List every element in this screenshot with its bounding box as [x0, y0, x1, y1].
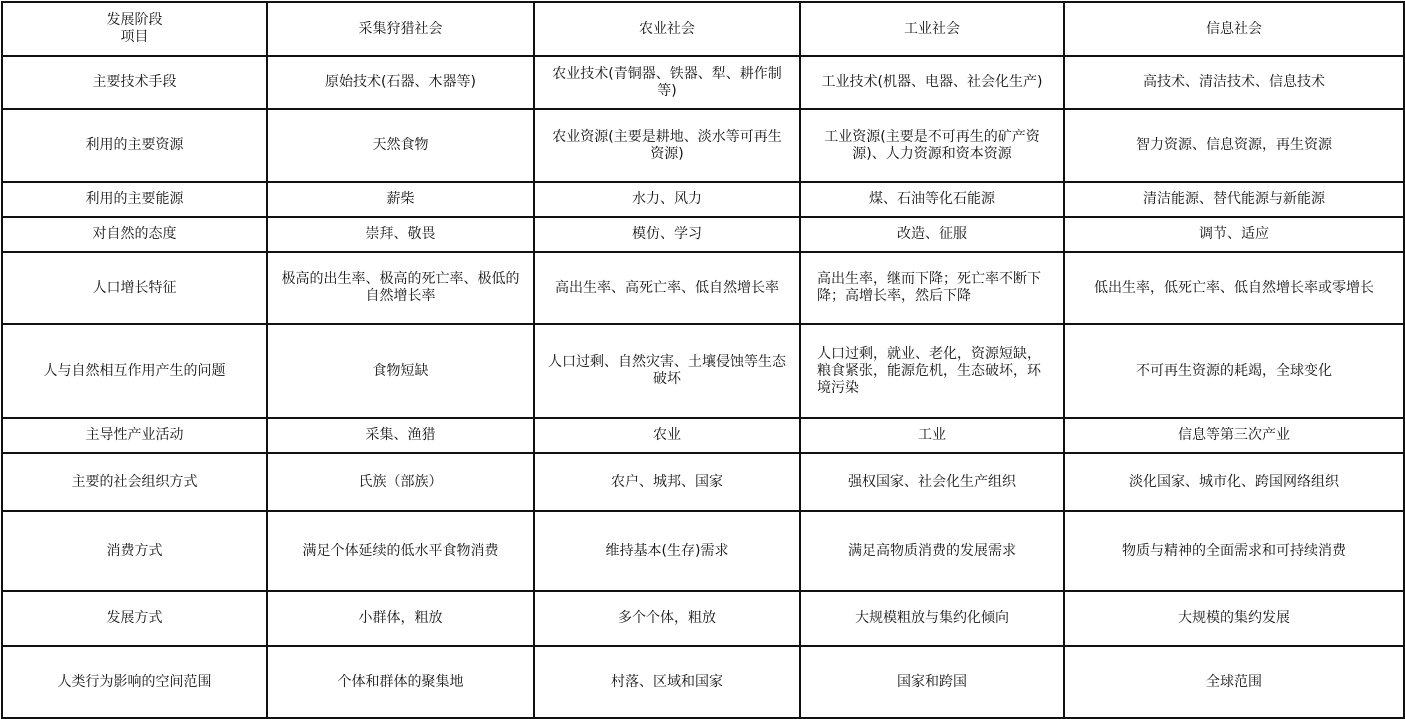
row-item-label: 主要的社会组织方式: [2, 453, 267, 511]
table-cell: 小群体，粗放: [267, 591, 534, 646]
table-cell: 原始技术(石器、木器等): [267, 56, 534, 109]
header-column-agricultural: 农业社会: [534, 2, 800, 56]
table-cell: 村落、区域和国家: [534, 646, 800, 718]
row-item-label: 人与自然相互作用产生的问题: [2, 324, 267, 418]
table-cell: 改造、征服: [800, 217, 1064, 252]
table-cell: 高出生率，继而下降；死亡率不断下降；高增长率，然后下降: [800, 252, 1064, 324]
table-cell: 强权国家、社会化生产组织: [800, 453, 1064, 511]
table-cell: 采集、渔猎: [267, 418, 534, 453]
table-cell: 国家和跨国: [800, 646, 1064, 718]
table-cell: 农业技术(青铜器、铁器、犁、耕作制等): [534, 56, 800, 109]
table-cell: 极高的出生率、极高的死亡率、极低的自然增长率: [267, 252, 534, 324]
row-item-label: 人口增长特征: [2, 252, 267, 324]
row-item-label: 人类行为影响的空间范围: [2, 646, 267, 718]
table-cell: 人口过剩、自然灾害、土壤侵蚀等生态破坏: [534, 324, 800, 418]
row-item-label: 发展方式: [2, 591, 267, 646]
table-cell: 工业: [800, 418, 1064, 453]
row-item-label: 主要技术手段: [2, 56, 267, 109]
header-row: [2, 2, 1404, 56]
table-cell: 满足高物质消费的发展需求: [800, 511, 1064, 591]
table-cell: 大规模的集约发展: [1064, 591, 1404, 646]
table-cell: 氏族（部族）: [267, 453, 534, 511]
table-row: [2, 252, 1404, 324]
table-row: [2, 511, 1404, 591]
table-cell: 高技术、清洁技术、信息技术: [1064, 56, 1404, 109]
header-corner-cell: [2, 2, 267, 56]
table-cell: 工业资源(主要是不可再生的矿产资源)、人力资源和资本资源: [800, 109, 1064, 182]
row-item-label: 主导性产业活动: [2, 418, 267, 453]
table-cell: 农户、城邦、国家: [534, 453, 800, 511]
table-cell: 薪柴: [267, 182, 534, 217]
table-row: [2, 646, 1404, 718]
row-item-label: 消费方式: [2, 511, 267, 591]
table-cell: 食物短缺: [267, 324, 534, 418]
header-stage-label: 发展阶段: [106, 12, 163, 28]
row-item-label: 对自然的态度: [2, 217, 267, 252]
table-cell: 崇拜、敬畏: [267, 217, 534, 252]
header-column-industrial: 工业社会: [800, 2, 1064, 56]
table-row: [2, 324, 1404, 418]
header-item-label: 项目: [120, 29, 149, 45]
table-cell: 信息等第三次产业: [1064, 418, 1404, 453]
table-cell: 满足个体延续的低水平食物消费: [267, 511, 534, 591]
table-cell: 水力、风力: [534, 182, 800, 217]
table-cell: 调节、适应: [1064, 217, 1404, 252]
table-cell: 维持基本(生存)需求: [534, 511, 800, 591]
table-row: [2, 109, 1404, 182]
table-cell: 大规模粗放与集约化倾向: [800, 591, 1064, 646]
table-cell: 淡化国家、城市化、跨国网络组织: [1064, 453, 1404, 511]
row-item-label: 利用的主要能源: [2, 182, 267, 217]
table-cell: 天然食物: [267, 109, 534, 182]
table-cell: 清洁能源、替代能源与新能源: [1064, 182, 1404, 217]
table-row: [2, 453, 1404, 511]
table-cell: 物质与精神的全面需求和可持续消费: [1064, 511, 1404, 591]
table-cell: 智力资源、信息资源，再生资源: [1064, 109, 1404, 182]
table-cell: 不可再生资源的耗竭，全球变化: [1064, 324, 1404, 418]
table-cell: 全球范围: [1064, 646, 1404, 718]
table-cell: 农业: [534, 418, 800, 453]
table-cell: 多个个体，粗放: [534, 591, 800, 646]
row-item-label: 利用的主要资源: [2, 109, 267, 182]
table-cell: 个体和群体的聚集地: [267, 646, 534, 718]
table-cell: 人口过剩，就业、老化，资源短缺，粮食紧张，能源危机，生态破坏，环境污染: [800, 324, 1064, 418]
table-row: [2, 591, 1404, 646]
header-column-information: 信息社会: [1064, 2, 1404, 56]
table-row: [2, 182, 1404, 217]
header-column-hunting: 采集狩猎社会: [267, 2, 534, 56]
table-cell: 工业技术(机器、电器、社会化生产): [800, 56, 1064, 109]
table-cell: 低出生率，低死亡率、低自然增长率或零增长: [1064, 252, 1404, 324]
social-development-table: [1, 1, 1405, 719]
table-cell: 农业资源(主要是耕地、淡水等可再生资源): [534, 109, 800, 182]
table-cell: 煤、石油等化石能源: [800, 182, 1064, 217]
table-cell: 模仿、学习: [534, 217, 800, 252]
table-row: [2, 418, 1404, 453]
table-row: [2, 217, 1404, 252]
table-row: [2, 56, 1404, 109]
table-cell: 高出生率、高死亡率、低自然增长率: [534, 252, 800, 324]
